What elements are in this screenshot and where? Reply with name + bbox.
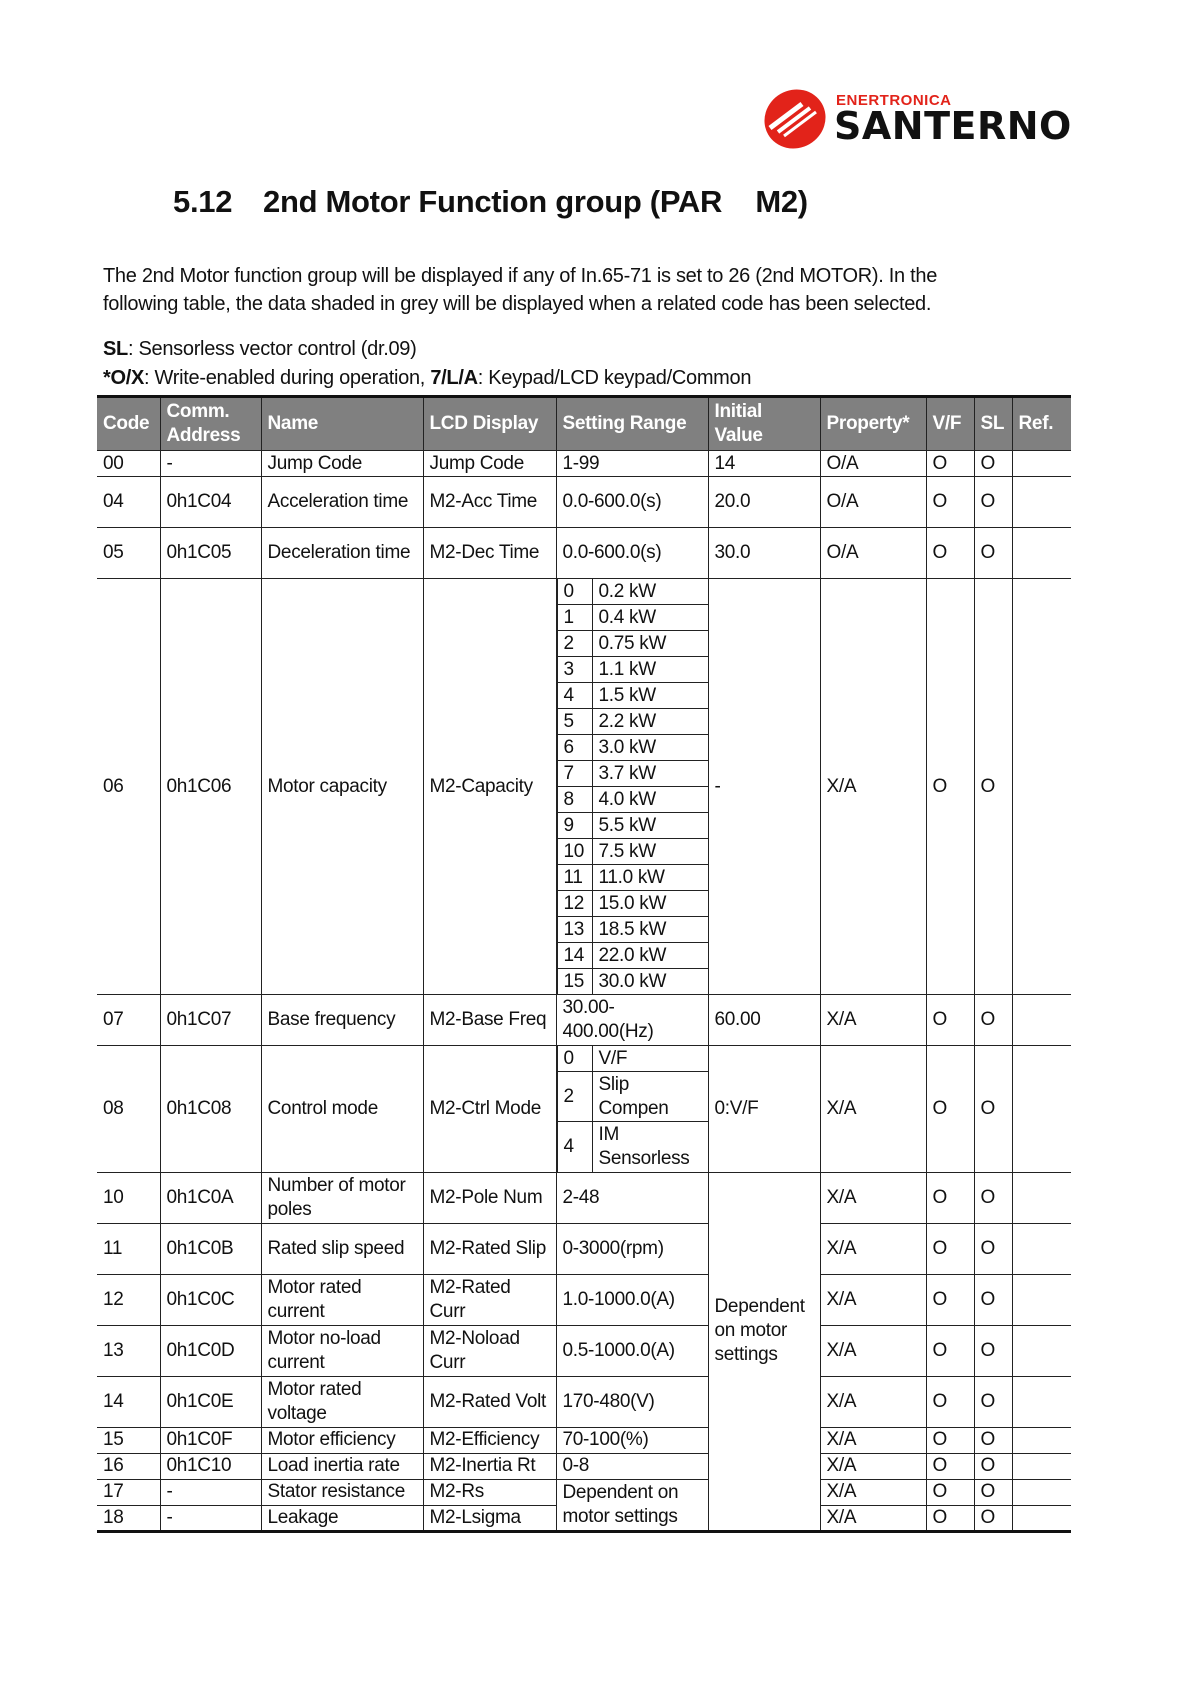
cell-lcd: Jump Code <box>423 451 556 477</box>
option-number: 12 <box>557 891 592 917</box>
option-number: 0 <box>557 579 592 605</box>
cell-code: 05 <box>97 528 160 579</box>
option-row <box>557 579 708 605</box>
table-row <box>97 579 1071 995</box>
cell-range: 170-480(V) <box>556 1376 708 1427</box>
cell-lcd: M2-Rated Slip <box>423 1223 556 1274</box>
cell-name: Motor capacity <box>261 579 423 995</box>
option-value: 30.0 kW <box>592 969 708 995</box>
cell-address: - <box>160 451 261 477</box>
option-number: 9 <box>557 813 592 839</box>
cell-property: X/A <box>820 1479 926 1505</box>
cell-initial: 30.0 <box>708 528 820 579</box>
cell-range: 0.0-600.0(s) <box>556 477 708 528</box>
cell-name: Number of motor poles <box>261 1172 423 1223</box>
cell-name: Base frequency <box>261 995 423 1046</box>
option-value: 1.1 kW <box>592 657 708 683</box>
legend-tla-key: 7/L/A <box>430 367 478 389</box>
cell-lcd: M2-Dec Time <box>423 528 556 579</box>
cell-code: 15 <box>97 1427 160 1453</box>
cell-address: 0h1C08 <box>160 1046 261 1173</box>
cell-ref <box>1012 1172 1071 1223</box>
m2-parameter-table <box>97 395 1071 1533</box>
option-value: 3.7 kW <box>592 761 708 787</box>
cell-property: O/A <box>820 451 926 477</box>
cell-name: Motor efficiency <box>261 1427 423 1453</box>
capacity-options-table <box>557 579 708 994</box>
intro-paragraph: The 2nd Motor function group will be displayed if any of In.65-71 is set to 26 (2nd MOTOR). In the following table, the data shaded in grey will be displayed when a related code has been selected. <box>103 265 938 315</box>
cell-code: 07 <box>97 995 160 1046</box>
option-row <box>557 839 708 865</box>
cell-ref <box>1012 1376 1071 1427</box>
option-row <box>557 891 708 917</box>
cell-name: Jump Code <box>261 451 423 477</box>
control-mode-options-table <box>557 1046 708 1172</box>
cell-property: X/A <box>820 1453 926 1479</box>
option-number: 4 <box>557 1122 592 1172</box>
cell-lcd: M2-Base Freq <box>423 995 556 1046</box>
cell-sl: O <box>974 579 1012 995</box>
option-number: 3 <box>557 657 592 683</box>
cell-sl: O <box>974 1427 1012 1453</box>
cell-ref <box>1012 477 1071 528</box>
cell-sl: O <box>974 1274 1012 1325</box>
table-row <box>97 451 1071 477</box>
option-number: 5 <box>557 709 592 735</box>
option-value: Slip Compen <box>592 1072 708 1122</box>
cell-range-merged: Dependent on motor settings <box>556 1479 708 1531</box>
cell-range: 0-3000(rpm) <box>556 1223 708 1274</box>
cell-address: 0h1C0A <box>160 1172 261 1223</box>
cell-code: 12 <box>97 1274 160 1325</box>
cell-name: Rated slip speed <box>261 1223 423 1274</box>
option-row <box>557 1072 708 1122</box>
col-header-vf: V/F <box>926 397 974 451</box>
legend-sl-text: : Sensorless vector control (dr.09) <box>127 338 417 360</box>
cell-property: X/A <box>820 1046 926 1173</box>
cell-vf: O <box>926 451 974 477</box>
cell-vf: O <box>926 1479 974 1505</box>
option-number: 2 <box>557 631 592 657</box>
option-number: 0 <box>557 1046 592 1072</box>
col-header-lcd-display: LCD Display <box>423 397 556 451</box>
legend-ox-text: : Write-enabled during operation, <box>144 367 431 389</box>
cell-sl: O <box>974 1046 1012 1173</box>
option-row <box>557 865 708 891</box>
cell-address: - <box>160 1505 261 1531</box>
table-row <box>97 1274 1071 1325</box>
cell-property: X/A <box>820 1376 926 1427</box>
cell-ref <box>1012 451 1071 477</box>
cell-address: 0h1C05 <box>160 528 261 579</box>
logo-brand-name: SANTERNO <box>834 104 1072 148</box>
section-title <box>173 184 808 220</box>
cell-code: 00 <box>97 451 160 477</box>
option-number: 10 <box>557 839 592 865</box>
option-value: 18.5 kW <box>592 917 708 943</box>
cell-range: 2-48 <box>556 1172 708 1223</box>
option-value: 22.0 kW <box>592 943 708 969</box>
cell-sl: O <box>974 1453 1012 1479</box>
cell-lcd: M2-Lsigma <box>423 1505 556 1531</box>
cell-ref <box>1012 1274 1071 1325</box>
cell-vf: O <box>926 1172 974 1223</box>
cell-address: 0h1C0E <box>160 1376 261 1427</box>
option-row <box>557 761 708 787</box>
cell-vf: O <box>926 1325 974 1376</box>
cell-vf: O <box>926 579 974 995</box>
table-row <box>97 1223 1071 1274</box>
cell-name: Acceleration time <box>261 477 423 528</box>
cell-initial-merged: Dependent on motor settings <box>708 1172 820 1531</box>
option-row <box>557 813 708 839</box>
cell-code: 18 <box>97 1505 160 1531</box>
cell-vf: O <box>926 1505 974 1531</box>
logo-subtitle: ENERTRONICA <box>836 92 952 109</box>
cell-range: 70-100(%) <box>556 1427 708 1453</box>
cell-code: 17 <box>97 1479 160 1505</box>
cell-range-options <box>556 579 708 995</box>
cell-address: 0h1C0B <box>160 1223 261 1274</box>
cell-ref <box>1012 1479 1071 1505</box>
cell-initial: 20.0 <box>708 477 820 528</box>
option-value: 0.2 kW <box>592 579 708 605</box>
cell-range: 1.0-1000.0(A) <box>556 1274 708 1325</box>
cell-address: 0h1C07 <box>160 995 261 1046</box>
option-row <box>557 631 708 657</box>
cell-lcd: M2-Ctrl Mode <box>423 1046 556 1173</box>
table-row <box>97 477 1071 528</box>
option-number: 8 <box>557 787 592 813</box>
option-value: IM Sensorless <box>592 1122 708 1172</box>
santerno-logo-icon <box>762 88 828 150</box>
table-row <box>97 1046 1071 1173</box>
cell-name: Motor rated current <box>261 1274 423 1325</box>
legend-sl-key: SL <box>103 338 128 360</box>
cell-range: 0.5-1000.0(A) <box>556 1325 708 1376</box>
legend-sl <box>103 338 416 361</box>
cell-vf: O <box>926 1274 974 1325</box>
cell-property: O/A <box>820 528 926 579</box>
option-row <box>557 1122 708 1172</box>
cell-ref <box>1012 1325 1071 1376</box>
option-value: 2.2 kW <box>592 709 708 735</box>
table-header-row <box>97 397 1071 451</box>
cell-name: Motor rated voltage <box>261 1376 423 1427</box>
section-number: 5.12 <box>173 184 233 219</box>
cell-lcd: M2-Noload Curr <box>423 1325 556 1376</box>
option-row <box>557 943 708 969</box>
option-value: 5.5 kW <box>592 813 708 839</box>
col-header-name: Name <box>261 397 423 451</box>
col-header-ref: Ref. <box>1012 397 1071 451</box>
cell-lcd: M2-Capacity <box>423 579 556 995</box>
cell-property: X/A <box>820 1172 926 1223</box>
option-row <box>557 787 708 813</box>
table-row <box>97 1376 1071 1427</box>
cell-ref <box>1012 528 1071 579</box>
option-value: 0.75 kW <box>592 631 708 657</box>
col-header-initial-value: Initial Value <box>708 397 820 451</box>
cell-ref <box>1012 1453 1071 1479</box>
option-row <box>557 917 708 943</box>
table-row <box>97 995 1071 1046</box>
cell-lcd: M2-Acc Time <box>423 477 556 528</box>
cell-sl: O <box>974 995 1012 1046</box>
cell-sl: O <box>974 528 1012 579</box>
legend-ox-key: *O/X <box>103 367 145 389</box>
option-number: 15 <box>557 969 592 995</box>
cell-sl: O <box>974 1325 1012 1376</box>
legend-tla-text: : Keypad/LCD keypad/Common <box>477 367 752 389</box>
cell-property: X/A <box>820 1274 926 1325</box>
cell-range: 0.0-600.0(s) <box>556 528 708 579</box>
cell-name: Control mode <box>261 1046 423 1173</box>
cell-vf: O <box>926 1223 974 1274</box>
cell-range: 0-8 <box>556 1453 708 1479</box>
cell-range: 1-99 <box>556 451 708 477</box>
cell-sl: O <box>974 451 1012 477</box>
option-value: 15.0 kW <box>592 891 708 917</box>
col-header-sl: SL <box>974 397 1012 451</box>
option-row <box>557 709 708 735</box>
cell-address: 0h1C06 <box>160 579 261 995</box>
cell-name: Deceleration time <box>261 528 423 579</box>
cell-initial: 0:V/F <box>708 1046 820 1173</box>
option-value: 3.0 kW <box>592 735 708 761</box>
cell-sl: O <box>974 1223 1012 1274</box>
col-header-setting-range: Setting Range <box>556 397 708 451</box>
cell-name: Load inertia rate <box>261 1453 423 1479</box>
cell-lcd: M2-Efficiency <box>423 1427 556 1453</box>
santerno-logo <box>762 88 1072 150</box>
option-number: 7 <box>557 761 592 787</box>
cell-vf: O <box>926 528 974 579</box>
option-row <box>557 683 708 709</box>
cell-property: X/A <box>820 579 926 995</box>
cell-code: 08 <box>97 1046 160 1173</box>
cell-property: X/A <box>820 995 926 1046</box>
table-row <box>97 1325 1071 1376</box>
option-value: 7.5 kW <box>592 839 708 865</box>
cell-code: 10 <box>97 1172 160 1223</box>
cell-sl: O <box>974 1172 1012 1223</box>
cell-range-options <box>556 1046 708 1173</box>
option-row <box>557 1046 708 1072</box>
cell-address: 0h1C0F <box>160 1427 261 1453</box>
cell-address: 0h1C10 <box>160 1453 261 1479</box>
cell-range: 30.00-400.00(Hz) <box>556 995 708 1046</box>
cell-sl: O <box>974 1376 1012 1427</box>
cell-property: X/A <box>820 1427 926 1453</box>
option-row <box>557 657 708 683</box>
section-title-text: 2nd Motor Function group (PAR M2) <box>263 184 808 219</box>
cell-property: X/A <box>820 1505 926 1531</box>
table-row <box>97 1479 1071 1505</box>
cell-vf: O <box>926 1046 974 1173</box>
option-number: 2 <box>557 1072 592 1122</box>
option-number: 14 <box>557 943 592 969</box>
table-row <box>97 1427 1071 1453</box>
cell-code: 04 <box>97 477 160 528</box>
cell-initial: - <box>708 579 820 995</box>
cell-name: Stator resistance <box>261 1479 423 1505</box>
cell-lcd: M2-Rated Curr <box>423 1274 556 1325</box>
table-row <box>97 1453 1071 1479</box>
cell-lcd: M2-Inertia Rt <box>423 1453 556 1479</box>
cell-code: 13 <box>97 1325 160 1376</box>
cell-ref <box>1012 1505 1071 1531</box>
option-value: 11.0 kW <box>592 865 708 891</box>
cell-name: Motor no-load current <box>261 1325 423 1376</box>
cell-code: 16 <box>97 1453 160 1479</box>
option-row <box>557 605 708 631</box>
cell-address: - <box>160 1479 261 1505</box>
cell-code: 14 <box>97 1376 160 1427</box>
cell-property: X/A <box>820 1223 926 1274</box>
cell-vf: O <box>926 1427 974 1453</box>
option-value: 1.5 kW <box>592 683 708 709</box>
cell-vf: O <box>926 1453 974 1479</box>
cell-lcd: M2-Rs <box>423 1479 556 1505</box>
option-row <box>557 735 708 761</box>
cell-sl: O <box>974 1505 1012 1531</box>
col-header-property: Property* <box>820 397 926 451</box>
cell-ref <box>1012 579 1071 995</box>
cell-address: 0h1C0C <box>160 1274 261 1325</box>
cell-name: Leakage <box>261 1505 423 1531</box>
legend-property <box>103 367 751 390</box>
cell-code: 06 <box>97 579 160 995</box>
cell-lcd: M2-Pole Num <box>423 1172 556 1223</box>
table-row <box>97 1172 1071 1223</box>
option-value: 4.0 kW <box>592 787 708 813</box>
option-number: 13 <box>557 917 592 943</box>
cell-vf: O <box>926 477 974 528</box>
option-number: 1 <box>557 605 592 631</box>
cell-property: O/A <box>820 477 926 528</box>
cell-code: 11 <box>97 1223 160 1274</box>
cell-initial: 14 <box>708 451 820 477</box>
cell-property: X/A <box>820 1325 926 1376</box>
col-header-comm-address: Comm. Address <box>160 397 261 451</box>
cell-ref <box>1012 1427 1071 1453</box>
cell-ref <box>1012 995 1071 1046</box>
cell-address: 0h1C0D <box>160 1325 261 1376</box>
cell-initial: 60.00 <box>708 995 820 1046</box>
cell-vf: O <box>926 995 974 1046</box>
option-row <box>557 969 708 995</box>
option-number: 4 <box>557 683 592 709</box>
cell-sl: O <box>974 477 1012 528</box>
table-row <box>97 528 1071 579</box>
option-number: 11 <box>557 865 592 891</box>
cell-sl: O <box>974 1479 1012 1505</box>
cell-lcd: M2-Rated Volt <box>423 1376 556 1427</box>
option-value: V/F <box>592 1046 708 1072</box>
cell-ref <box>1012 1046 1071 1173</box>
option-number: 6 <box>557 735 592 761</box>
col-header-code: Code <box>97 397 160 451</box>
cell-address: 0h1C04 <box>160 477 261 528</box>
cell-ref <box>1012 1223 1071 1274</box>
option-value: 0.4 kW <box>592 605 708 631</box>
cell-vf: O <box>926 1376 974 1427</box>
